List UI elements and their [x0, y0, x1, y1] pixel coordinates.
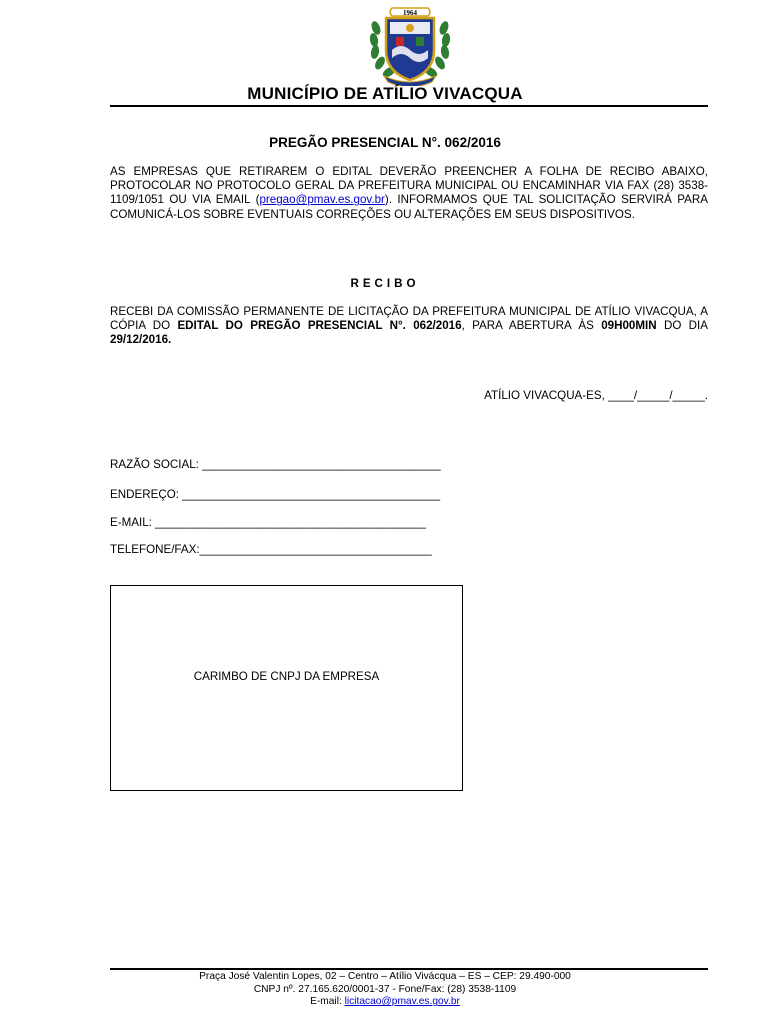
intro-text-end: ). INFORMAMOS QUE TAL SOLICITAÇÃO SERVIRÁ PARA COMUNICÁ-LOS SOBRE EVENTUAIS CORREÇÕES OU ALTERAÇÕES EM SEUS DISPOSITIVOS. [110, 193, 708, 221]
recibo-edital-ref: EDITAL DO PREGÃO PRESENCIAL N°. 062/2016 [177, 319, 462, 333]
svg-text:1964: 1964 [403, 9, 417, 17]
endereco-field[interactable]: ENDEREÇO: ________________________________________ [110, 488, 441, 501]
footer-email-label: E-mail: [310, 996, 345, 1008]
pregao-title: PREGÃO PRESENCIAL N°. 062/2016 [269, 135, 501, 150]
intro-text-start: AS EMPRESAS QUE RETIRAREM O EDITAL DEVERÃO PREENCHER A FOLHA DE RECIBO ABAIXO, PROTOCOLAR NO PROTOCOLO GERAL DA PREFEITURA MUNICIPAL OU ENCAMINHAR VIA FAX (28) 3538-1109/1051 OU VIA EMAIL ( [110, 165, 708, 207]
pregao-email-link[interactable]: pregao@pmav.es.gov.br [259, 193, 385, 207]
cnpj-stamp-box [110, 585, 463, 791]
licitacao-email-link[interactable]: licitacao@pmav.es.gov.br [344, 996, 460, 1008]
recibo-opening-time: 09H00MIN [601, 319, 657, 333]
footer [0, 971, 770, 1009]
cnpj-stamp-label: CARIMBO DE CNPJ DA EMPRESA [193, 670, 380, 683]
municipal-crest-logo [366, 6, 454, 86]
telefone-fax-field[interactable]: TELEFONE/FAX:____________________________________ [110, 543, 432, 556]
recibo-text-3: DO DIA [656, 319, 708, 333]
razao-social-field[interactable]: RAZÃO SOCIAL: _____________________________________ [110, 458, 441, 471]
intro-paragraph [110, 165, 708, 222]
footer-address: Praça José Valentin Lopes, 02 – Centro – Atílio Vivácqua – ES – CEP: 29.490-000 [199, 971, 571, 982]
recibo-paragraph [110, 305, 708, 348]
footer-divider [110, 968, 708, 970]
footer-email-line [0, 996, 770, 1009]
recibo-heading: RECIBO [350, 277, 420, 290]
footer-cnpj: CNPJ nº. 27.165.620/0001-37 - Fone/Fax: (28) 3538-1109 [253, 983, 517, 995]
header-divider [110, 105, 708, 107]
recibo-text-2: , PARA ABERTURA ÀS [461, 319, 602, 333]
recibo-text-1: RECEBI DA COMISSÃO PERMANENTE DE LICITAÇÃO DA PREFEITURA MUNICIPAL DE ATÍLIO VIVACQUA, A CÓPIA DO [110, 305, 708, 333]
email-field[interactable]: E-MAIL: __________________________________________ [110, 516, 426, 529]
date-line: ATÍLIO VIVACQUA-ES, ____/_____/_____. [484, 389, 708, 402]
recibo-opening-date: 29/12/2016. [110, 333, 172, 347]
municipality-title: MUNICÍPIO DE ATÍLIO VIVACQUA [247, 84, 523, 103]
coat-of-arms-icon [366, 6, 454, 86]
